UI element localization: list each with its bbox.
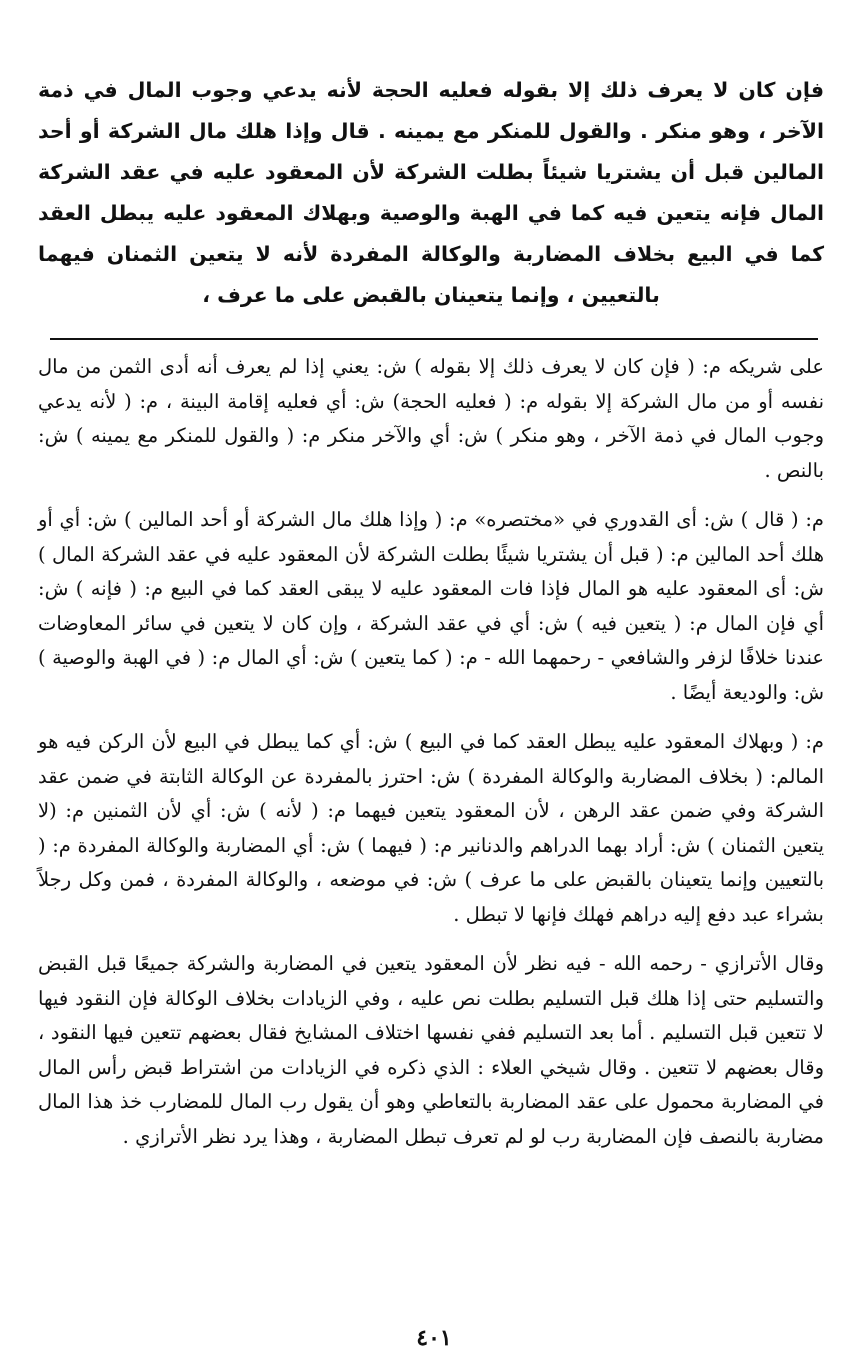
commentary-section [38, 350, 824, 1154]
commentary-paragraph: على شريكه م: ( فإن كان لا يعرف ذلك إلا بقوله ) ش: يعني إذا لم يعرف أنه أدى الثمن من مال نفسه أو من مال الشركة إلا بقوله م: ( فعليه الحجة) ش: أي فعليه إقامة البينة ، م: ( لأنه يدعي وجوب المال في ذمة الآخر ، وهو منكر ) ش: أي والآخر منكر م: ( والقول للمنكر مع يمينه ) ش: بالنص . [38, 355, 824, 482]
section-divider-line [50, 338, 818, 340]
commentary-paragraph: م: ( وبهلاك المعقود عليه يبطل العقد كما في البيع ) ش: أي كما يبطل في البيع لأن الركن فيه هو المالم: ( بخلاف المضاربة والوكالة المفردة ) ش: احترز بالمفردة عن الوكالة الثابتة في ضمن عقد الشركة وفي ضمن عقد الرهن ، لأن المعقود يتعين فيهما م: ( لأنه ) ش: أي لأن الثمنين م: (لا يتعين الثمنان ) ش: أراد بهما الدراهم والدنانير م: ( فيهما ) ش: أي المضاربة والوكالة المفردة م: ( بالتعيين وإنما يتعينان بالقبض على ما عرف ) ش: في موضعه ، والوكالة المفردة ، فمن وكل رجلاً بشراء عبد دفع إليه دراهم فهلك فإنها لا تبطل . [38, 730, 824, 926]
commentary-paragraph: وقال الأترازي - رحمه الله - فيه نظر لأن المعقود يتعين في المضاربة والشركة جميعًا قبل القبض والتسليم حتى إذا هلك قبل التسليم بطلت نص عليه ، وفي الزيادات بخلاف الوكالة فإن النقود فيها لا تتعين قبل التسليم . أما بعد التسليم ففي نفسها اختلاف المشايخ فقال بعضهم تتعين فيها النقود ، وقال بعضهم لا تتعين . وقال شيخي العلاء : الذي ذكره في الزيادات من اشتراط قبض رأس المال في المضاربة محمول على عقد المضاربة بالتعاطي وهو أن يقول رب المال للمضارب خذ هذا المال مضاربة بالنصف فإن المضاربة رب لو لم تعرف تبطل المضاربة ، وهذا يرد نظر الأترازي . [38, 952, 824, 1148]
commentary-paragraph: م: ( قال ) ش: أى القدوري في «مختصره» م: ( وإذا هلك مال الشركة أو أحد المالين ) ش: أي أو هلك أحد المالين م: ( قبل أن يشتريا شيئًا بطلت الشركة لأن المعقود عليه في عقد الشركة المال ) ش: أى المعقود عليه هو المال فإذا فات المعقود عليه لا يبقى العقد كما في البيع م: ( فإنه ) ش: أي فإن المال م: ( يتعين فيه ) ش: أي في عقد الشركة ، وإن كان لا يتعين في سائر المعاوضات عندنا خلافًا لزفر والشافعي - رحمهما الله - م: ( كما يتعين ) ش: أي المال م: ( في الهبة والوصية ) ش: والوديعة أيضًا . [38, 508, 824, 704]
main-text-paragraph: فإن كان لا يعرف ذلك إلا بقوله فعليه الحجة لأنه يدعي وجوب المال في ذمة الآخر ، وهو منكر . والقول للمنكر مع يمينه . قال وإذا هلك مال الشركة أو أحد المالين قبل أن يشتريا شيئاً بطلت الشركة لأن المعقود عليه في عقد الشركة المال فإنه يتعين فيه كما في الهبة والوصية وبهلاك المعقود عليه يبطل العقد كما في البيع بخلاف المضاربة والوكالة المفردة لأنه لا يتعين الثمنان فيهما بالتعيين ، وإنما يتعينان بالقبض على ما عرف ، [38, 78, 824, 307]
page-number: ٤٠١ [416, 1325, 452, 1351]
book-page [38, 70, 824, 1360]
